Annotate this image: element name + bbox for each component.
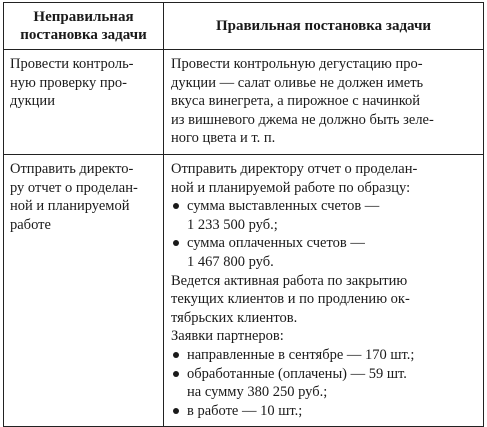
bullet-icon [173,408,179,414]
header-wrong-line: Неправильная [33,9,134,25]
text-line: ную проверку про- [10,74,127,91]
bullet-text: сумма выставленных счетов — [187,198,380,215]
text-line: Отправить директо- [10,160,134,177]
header-wrong-line: постановка задачи [20,27,147,43]
text-line: ру отчет о проделан- [10,179,138,196]
text-line: тябрьских клиентов. [171,309,298,326]
bullet-text: направленные в сентябре — 170 шт.; [187,346,415,363]
text-line: текущих клиентов и по продлению ок- [171,291,410,308]
text-line: дукции — салат оливье не должен иметь [171,74,424,91]
bullet-icon [173,203,179,209]
table-row [4,50,484,155]
header-wrong [4,3,164,50]
text-line: Ведется активная работа по закрытию [171,272,408,289]
text-line: Заявки партнеров: [171,328,284,345]
text-line: ного цвета и т. п. [171,130,276,147]
text-line: дукции [10,93,55,110]
text-line: Отправить директору отчет о проделан- [171,160,418,177]
text-line: ной и планируемой работе по образцу: [171,179,411,196]
bullet-item [171,365,479,384]
cell-wrong [4,154,164,426]
table-row [4,154,484,426]
bullet-item [171,346,479,365]
cell-right [164,154,484,426]
bullet-icon [173,352,179,358]
text-line: Провести контроль- [10,56,134,72]
text-line: вкуса винегрета, а пирожное с начинкой [171,93,421,110]
bullet-item [171,402,479,421]
header-right-label: Правильная постановка задачи [215,18,432,34]
cell-wrong [4,50,164,155]
bullet-icon [173,371,179,377]
bullet-item [171,234,479,253]
text-line: ной и планируемой [10,198,130,215]
bullet-text: сумма оплаченных счетов — [187,235,365,252]
bullet-continuation: на сумму 380 250 руб.; [187,384,328,401]
header-row [4,3,484,50]
bullet-continuation: 1 467 800 руб. [187,253,274,270]
bullet-text: обработанные (оплачены) — 59 шт. [187,365,407,382]
header-right [164,3,484,50]
comparison-table [3,2,484,427]
bullet-icon [173,240,179,246]
bullet-item [171,197,479,216]
text-line: работе [10,216,51,233]
cell-right [164,50,484,155]
bullet-continuation: 1 233 500 руб.; [187,216,278,233]
text-line: из вишневого джема не должно быть зеле- [171,111,434,128]
text-line: Провести контрольную дегустацию про- [171,56,423,72]
bullet-text: в работе — 10 шт.; [187,402,303,419]
